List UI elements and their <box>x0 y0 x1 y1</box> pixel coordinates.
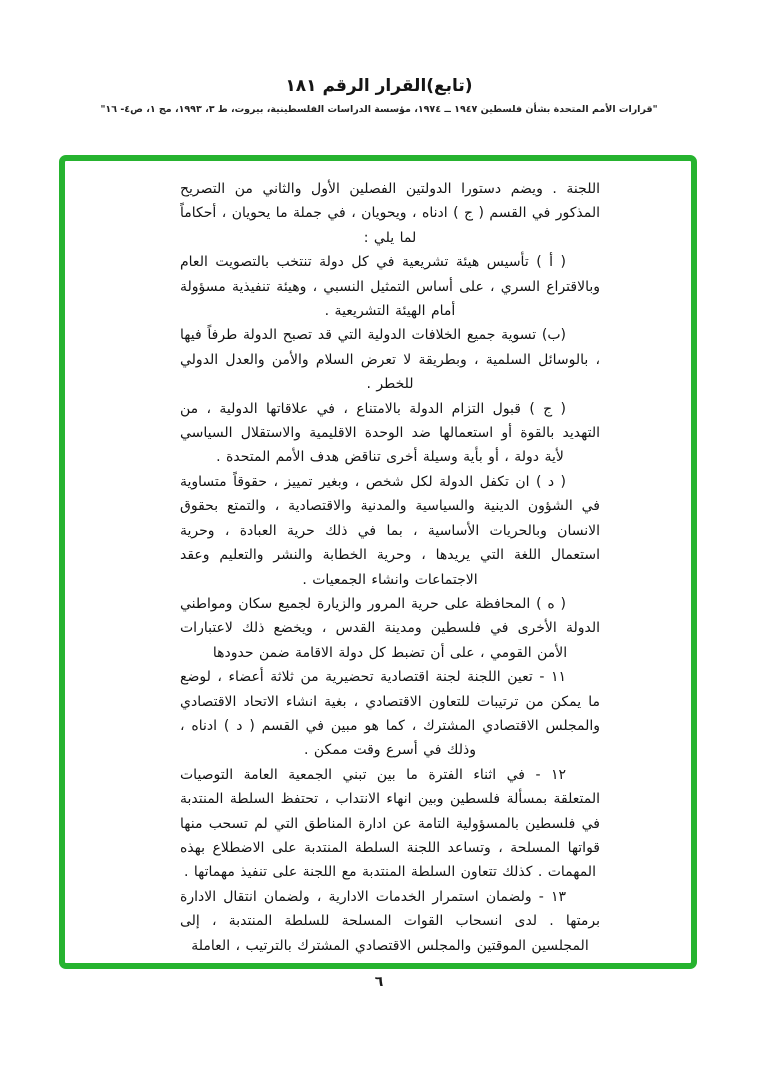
paragraph-item-j: ( ج ) قبول التزام الدولة بالامتناع ، في علاقاتها الدولية ، من التهديد بالقوة أو استعمالها ضد الوحدة الاقليمية والاستقلال السياسي لأية دولة ، أو بأية وسيلة أخرى تناقض هدف الأمم المتحدة . <box>180 400 600 466</box>
paragraph-clause-11: ١١ - تعين اللجنة لجنة اقتصادية تحضيرية من ثلاثة أعضاء ، لوضع ما يمكن من ترتيبات للتعاون الاقتصادي ، بغية انشاء الاتحاد الاقتصادي والمجلس الاقتصادي المشترك ، كما هو مبين في القسم ( د ) ادناه ، وذلك في أسرع وقت ممكن . <box>180 669 600 759</box>
source-citation: "قرارات الأمم المتحدة بشأن فلسطين ١٩٤٧ ــ ١٩٧٤، مؤسسة الدراسات الفلسطينية، بيروت، ط ٣، ١٩٩٣، مج ١، ص٤- ١٦" <box>100 104 658 115</box>
page-title: (تابع)القرار الرقم ١٨١ <box>285 76 473 96</box>
highlight-frame <box>59 155 697 969</box>
paragraph-clause-13: ١٣ - ولضمان استمرار الخدمات الادارية ، ولضمان انتقال الادارة برمتها . لدى انسحاب القوات المسلحة للسلطة المنتدبة ، إلى المجلسين الموقتين والمجلس الاقتصادي المشترك بالترتيب ، العاملة <box>180 888 600 954</box>
paragraph-item-h: ( ه ) المحافظة على حرية المرور والزيارة لجميع سكان ومواطني الدولة الأخرى في فلسطين ومدينة القدس ، ويخضع ذلك لاعتبارات الأمن القومي ، على أن تضبط كل دولة الاقامة ضمن حدودها <box>180 595 600 661</box>
paragraph-continuation: اللجنة . ويضم دستورا الدولتين الفصلين الأول والثاني من التصريح المذكور في القسم ( ج ) ادناه ، ويحويان ، في جملة ما يحويان ، أحكاماً لما يلي : <box>180 181 600 246</box>
paragraph-item-b: (ب) تسوية جميع الخلافات الدولية التي قد تصبح الدولة طرفاً فيها ، بالوسائل السلمية ، وبطريقة لا تعرض السلام والأمن والعدل الدولي للخطر . <box>180 327 600 393</box>
paragraph-clause-12: ١٢ - في اثناء الفترة ما بين تبني الجمعية العامة التوصيات المتعلقة بمسألة فلسطين وبين انهاء الانتداب ، تحتفظ السلطة المنتدبة في فلسطين بالمسؤولية التامة عن ادارة المناطق التي لم تسحب منها قواتها المسلحة ، وتساعد اللجنة السلطة المنتدبة على الاضطلاع بهذه المهمات . كذلك تتعاون السلطة المنتدبة مع اللجنة على تنفيذ مهماتها . <box>180 766 600 881</box>
paragraph-item-d: ( د ) ان تكفل الدولة لكل شخص ، وبغير تمييز ، حقوقاً متساوية في الشؤون الدينية والسياسية والمدنية والاقتصادية ، والتمتع بحقوق الانسان وبالحريات الأساسية ، بما في ذلك حرية العبادة ، وحرية استعمال اللغة التي يريدها ، وحرية الخطابة والنشر والتعليم وعقد الاجتماعات وانشاء الجمعيات . <box>180 473 600 588</box>
page-number: ٦ <box>374 974 384 990</box>
paragraph-item-a: ( أ ) تأسيس هيئة تشريعية في كل دولة تنتخب بالتصويت العام وبالاقتراع السري ، على أساس التمثيل النسبي ، وهيئة تنفيذية مسؤولة أمام الهيئة التشريعية . <box>180 254 600 320</box>
document-text <box>180 177 600 958</box>
